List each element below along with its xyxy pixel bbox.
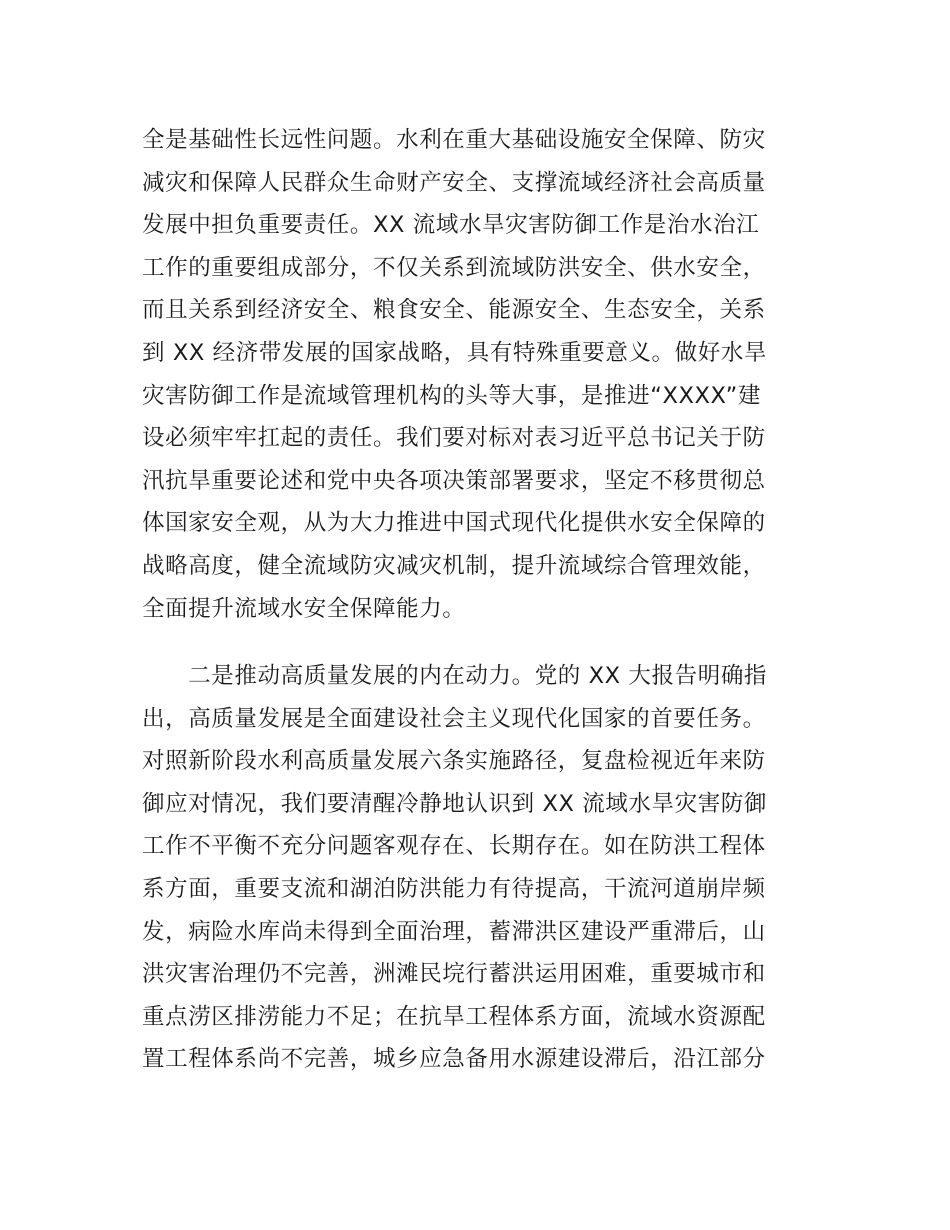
paragraph-1 xyxy=(142,119,812,630)
text-line: 二是推动高质量发展的内在动力。党的 XX 大报告明确指 xyxy=(142,663,768,689)
text-line: 重点涝区排涝能力不足；在抗旱工程体系方面，流域水资源配 xyxy=(142,1003,766,1030)
text-line: 灾害防御工作是流域管理机构的头等大事，是推进“XXXX”建 xyxy=(142,382,761,409)
text-line: 出，高质量发展是全面建设社会主义现代化国家的首要任务。 xyxy=(142,705,766,732)
text-line: 设必须牢牢扛起的责任。我们要对标对表习近平总书记关于防 xyxy=(142,425,766,452)
text-line: 全面提升流域水安全保障能力。 xyxy=(142,595,466,622)
text-line: 体国家安全观，从为大力推进中国式现代化提供水安全保障的 xyxy=(142,510,766,537)
text-line: 汛抗旱重要论述和党中央各项决策部署要求，坚定不移贯彻总 xyxy=(142,467,766,494)
text-line: 对照新阶段水利高质量发展六条实施路径，复盘检视近年来防 xyxy=(142,748,766,775)
text-line: 工作的重要组成部分，不仅关系到流域防洪安全、供水安全， xyxy=(142,254,766,281)
text-line: 洪灾害治理仍不完善，洲滩民垸行蓄洪运用困难，重要城市和 xyxy=(142,961,766,988)
text-line: 御应对情况，我们要清醒冷静地认识到 XX 流域水旱灾害防御 xyxy=(142,790,768,817)
text-line: 减灾和保障人民群众生命财产安全、支撑流域经济社会高质量 xyxy=(142,169,766,196)
paragraph-2 xyxy=(142,655,812,1081)
text-line: 系方面，重要支流和湖泊防洪能力有待提高，干流河道崩岸频 xyxy=(142,875,766,902)
text-line: 全是基础性长远性问题。水利在重大基础设施安全保障、防灾 xyxy=(142,127,766,153)
text-line: 发展中担负重要责任。XX 流域水旱灾害防御工作是治水治江 xyxy=(142,212,760,239)
text-line: 而且关系到经济安全、粮食安全、能源安全、生态安全，关系 xyxy=(142,297,766,324)
text-line: 战略高度，健全流域防灾减灾机制，提升流域综合管理效能， xyxy=(142,552,766,579)
text-line: 发，病险水库尚未得到全面治理，蓄滞洪区建设严重滞后，山 xyxy=(142,918,766,945)
text-line: 到 XX 经济带发展的国家战略，具有特殊重要意义。做好水旱 xyxy=(142,339,768,366)
text-line: 置工程体系尚不完善，城乡应急备用水源建设滞后，沿江部分 xyxy=(142,1046,766,1073)
text-line: 工作不平衡不充分问题客观存在、长期存在。如在防洪工程体 xyxy=(142,833,766,860)
